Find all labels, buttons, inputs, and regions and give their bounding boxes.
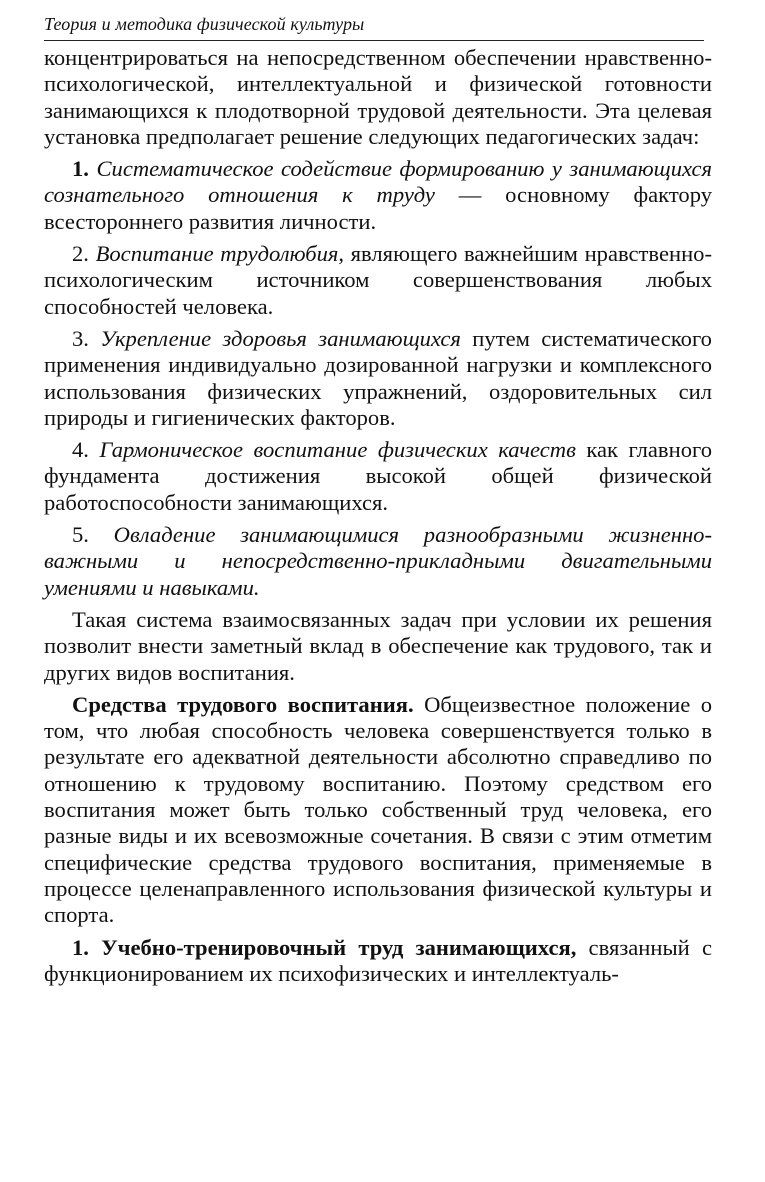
summary-paragraph: Такая система взаимосвязанных задач при условии их решения позволит внести заметный вклад в обеспечение как трудового, так и других видов воспитания.	[44, 606, 712, 685]
running-head: Теория и методика физической культуры	[44, 14, 365, 34]
task-4-text: как главного фундамента достижения высокой общей физической работоспособности занимающихся.	[44, 437, 712, 515]
body-text	[44, 45, 712, 987]
means-heading: Средства трудового воспитания.	[72, 691, 414, 717]
task-2	[44, 241, 712, 320]
task-1	[44, 156, 712, 235]
task-3-number: 3.	[72, 325, 89, 351]
means-1-paragraph	[44, 935, 712, 988]
task-2-number: 2.	[72, 241, 89, 267]
paragraph-continuation: концентрироваться на непосредственном обеспечении нравственно-психологической, интеллектуальной и физической готовности занимающихся к плодотворной трудовой деятельности. Эта целевая установка предполагает решение следующих педагогических задач:	[44, 45, 712, 149]
means-1-heading: 1. Учебно-тренировочный труд занимающихся,	[72, 934, 577, 960]
task-3	[44, 326, 712, 431]
means-1-text: связанный с функционированием их психофизических и интеллектуаль-	[44, 934, 712, 986]
task-4-number: 4.	[72, 437, 89, 463]
task-2-text: , являющего важнейшим нравственно-психологическим источником совершенствования любых способностей человека.	[44, 241, 712, 319]
means-text: Общеизвестное положение о том, что любая способность человека совершенствуется только в результате его адекватной деятельности абсолютно справедливо по отношению к трудовому воспитанию. Поэтому средством его воспитания может быть только собственный труд человека, его разные виды и их всевозможные сочетания. В связи с этим отметим специфические средства трудового воспитания, применяемые в процессе целенаправленного использования физической культуры и спорта.	[44, 691, 713, 928]
task-5-title: Овладение занимающимися разнообразными жизненно-важными и непосредственно-прикладными двигательными умениями и навыками.	[44, 522, 712, 600]
task-4	[44, 437, 712, 516]
task-1-text: — основному фактору всестороннего развития личности.	[44, 182, 712, 234]
book-page	[44, 12, 712, 993]
task-1-number: 1.	[72, 156, 89, 182]
task-2-title: Воспитание трудолюбия	[95, 241, 339, 267]
task-1-title: Систематическое содействие формированию у занимающихся сознательного отношения к труду	[44, 156, 712, 208]
task-4-title: Гармоническое воспитание физических качеств	[99, 437, 576, 463]
task-3-title: Укрепление здоровья занимающихся	[100, 325, 461, 351]
means-paragraph	[44, 692, 712, 929]
task-3-text: путем систематического применения индивидуально дозированной нагрузки и комплексного использования физических упражнений, оздоровительных сил природы и гигиенических факторов.	[44, 325, 712, 430]
task-5-number: 5.	[72, 522, 89, 548]
header-rule	[44, 40, 704, 41]
task-5	[44, 522, 712, 601]
